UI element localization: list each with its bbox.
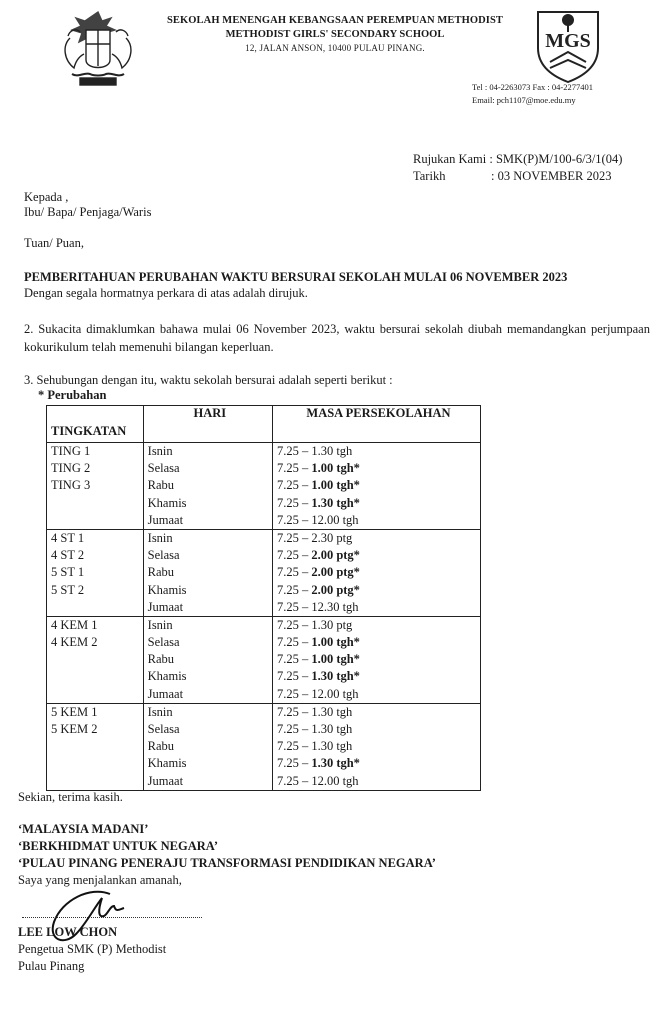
school-time — [277, 530, 480, 547]
school-time — [277, 755, 480, 772]
day-name: Jumaat — [147, 512, 184, 527]
school-time — [277, 443, 480, 460]
school-time — [277, 721, 480, 738]
day-name: Rabu — [147, 478, 175, 493]
time-end: 1.30 tgh — [311, 722, 353, 736]
school-time — [277, 651, 480, 668]
signatory-name: LEE LOW CHON — [18, 925, 118, 939]
time-start: 7.25 – — [276, 756, 312, 771]
time-end: 1.30 tgh* — [311, 756, 360, 771]
day-name: Jumaat — [147, 686, 184, 701]
time-cell — [272, 443, 480, 530]
time-end: 1.00 tgh* — [311, 635, 360, 650]
motto-1: ‘MALAYSIA MADANI’ — [18, 822, 149, 836]
closing: Sekian, terima kasih. — [18, 790, 123, 804]
change-note: * Perubahan — [38, 388, 107, 402]
school-name-english: METHODIST GIRLS' SECONDARY SCHOOL — [225, 29, 445, 40]
time-end: 1.00 tgh* — [311, 478, 360, 493]
time-end: 12.30 tgh — [311, 599, 359, 614]
paragraph-2: 2. Sukacita dimaklumkan bahawa mulai 06 November 2023, waktu bersurai sekolah diubah memandangkan perjumpaan kokurikulum telah memenuhi bilangan keperluan. — [24, 322, 650, 354]
time-end: 1.30 tgh — [311, 704, 353, 719]
header-masa: MASA PERSEKOLAHAN — [272, 406, 480, 443]
day-name: Selasa — [147, 548, 180, 563]
school-name-malay: SEKOLAH MENENGAH KEBANGSAAN PEREMPUAN METHODIST — [166, 15, 504, 26]
time-start: 7.25 – — [276, 461, 312, 476]
day-name: Isnin — [147, 704, 173, 719]
day-name: Khamis — [147, 756, 187, 771]
class-name: 5 KEM 2 — [51, 722, 98, 736]
school-time — [277, 477, 480, 494]
time-start: 7.25 – — [276, 582, 312, 597]
date-value: : 03 NOVEMBER 2023 — [491, 169, 612, 183]
paragraph-3: 3. Sehubungan dengan itu, waktu sekolah bersurai adalah seperti berikut : — [24, 373, 393, 387]
letter-subject: PEMBERITAHUAN PERUBAHAN WAKTU BERSURAI SEKOLAH MULAI 06 NOVEMBER 2023 — [24, 270, 568, 284]
signature-line — [22, 917, 202, 918]
school-time — [277, 773, 480, 790]
time-start: 7.25 – — [276, 565, 312, 580]
table-row — [47, 616, 481, 703]
day-name: Rabu — [147, 739, 175, 754]
class-name: 4 ST 2 — [51, 548, 85, 563]
time-start: 7.25 – — [276, 652, 312, 667]
salutation: Tuan/ Puan, — [24, 236, 84, 250]
sign-off: Saya yang menjalankan amanah, — [18, 873, 182, 887]
time-end: 1.00 tgh* — [311, 461, 360, 476]
time-end: 12.00 tgh — [311, 773, 359, 788]
day-name: Selasa — [147, 635, 180, 650]
day-name: Jumaat — [147, 599, 184, 614]
signatory-location: Pulau Pinang — [18, 959, 85, 973]
day-name: Khamis — [147, 582, 187, 597]
reference-number: Rujukan Kami : SMK(P)M/100-6/3/1(04) — [413, 152, 623, 166]
time-start: 7.25 – — [276, 548, 312, 563]
time-end: 1.30 tgh* — [311, 669, 360, 684]
time-end: 1.30 tgh — [311, 444, 353, 458]
day-cell — [143, 443, 272, 530]
time-cell — [272, 616, 480, 703]
school-time — [277, 599, 480, 616]
day-cell — [143, 529, 272, 616]
signatory-title: Pengetua SMK (P) Methodist — [18, 942, 167, 956]
day-name: Rabu — [147, 652, 175, 667]
time-end: 12.00 tgh — [311, 512, 359, 527]
day-name: Isnin — [147, 617, 173, 632]
class-name: 4 KEM 2 — [51, 635, 98, 650]
timetable — [46, 405, 481, 791]
time-end: 1.30 tgh* — [311, 495, 360, 510]
class-name: TING 2 — [51, 461, 91, 476]
class-name: 5 ST 2 — [51, 582, 85, 597]
day-name: Isnin — [147, 444, 173, 458]
time-cell — [272, 703, 480, 790]
time-end: 1.30 ptg — [311, 617, 353, 632]
day-name: Khamis — [147, 495, 187, 510]
day-name: Rabu — [147, 565, 175, 580]
time-start: 7.25 – — [276, 635, 312, 650]
recipient-line-2: Ibu/ Bapa/ Penjaga/Waris — [24, 205, 152, 219]
table-row — [47, 443, 481, 530]
school-time — [277, 738, 480, 755]
day-cell — [143, 616, 272, 703]
malaysia-crest-icon — [56, 8, 140, 94]
class-cell — [47, 616, 144, 703]
motto-3: ‘PULAU PINANG PENERAJU TRANSFORMASI PENDIDIKAN NEGARA’ — [18, 856, 436, 870]
class-name: 4 KEM 1 — [51, 617, 98, 632]
class-name: 5 KEM 1 — [51, 704, 98, 719]
time-end: 1.00 tgh* — [311, 652, 360, 667]
date-label: Tarikh — [413, 169, 446, 183]
time-end: 2.00 ptg* — [311, 582, 360, 597]
school-address: 12, JALAN ANSON, 10400 PULAU PINANG. — [245, 43, 425, 53]
contact-email: Email: pch1107@moe.edu.my — [472, 95, 576, 105]
class-cell — [47, 529, 144, 616]
time-end: 2.00 ptg* — [311, 548, 360, 563]
header-tingkatan: TINGKATAN — [47, 406, 144, 443]
school-logo-text: MGS — [545, 30, 591, 52]
time-start: 7.25 – — [276, 444, 312, 458]
class-name: TING 1 — [51, 444, 91, 458]
school-time — [277, 668, 480, 685]
recipient-line-1: Kepada , — [24, 190, 69, 204]
time-start: 7.25 – — [276, 722, 312, 736]
time-end: 2.00 ptg* — [311, 565, 360, 580]
school-time — [277, 564, 480, 581]
time-start: 7.25 – — [276, 599, 312, 614]
time-end: 2.30 ptg — [311, 530, 353, 545]
motto-2: ‘BERKHIDMAT UNTUK NEGARA’ — [18, 839, 219, 853]
table-header-row — [47, 406, 481, 443]
class-name: TING 3 — [51, 478, 91, 493]
time-start: 7.25 – — [276, 512, 312, 527]
school-time — [277, 582, 480, 599]
day-name: Isnin — [147, 530, 173, 545]
table-row — [47, 529, 481, 616]
school-time — [277, 495, 480, 512]
time-start: 7.25 – — [276, 495, 312, 510]
school-time — [277, 617, 480, 634]
table-row — [47, 703, 481, 790]
time-start: 7.25 – — [276, 478, 312, 493]
time-start: 7.25 – — [276, 530, 312, 545]
time-end: 12.00 tgh — [311, 686, 359, 701]
day-cell — [143, 703, 272, 790]
header-hari: HARI — [143, 406, 272, 443]
intro-paragraph: Dengan segala hormatnya perkara di atas adalah dirujuk. — [24, 286, 308, 300]
day-name: Khamis — [147, 669, 187, 684]
school-time — [277, 460, 480, 477]
school-time — [277, 704, 480, 721]
time-start: 7.25 – — [276, 617, 312, 632]
school-logo-icon — [530, 6, 606, 84]
time-start: 7.25 – — [276, 669, 312, 684]
time-start: 7.25 – — [276, 773, 312, 788]
school-time — [277, 634, 480, 651]
school-time — [277, 512, 480, 529]
day-name: Selasa — [147, 461, 180, 476]
class-cell — [47, 443, 144, 530]
contact-tel-fax: Tel : 04-2263073 Fax : 04-2277401 — [472, 82, 593, 92]
time-start: 7.25 – — [276, 739, 312, 754]
class-name: 4 ST 1 — [51, 530, 85, 545]
time-start: 7.25 – — [276, 686, 312, 701]
time-cell — [272, 529, 480, 616]
day-name: Selasa — [147, 722, 180, 736]
school-time — [277, 547, 480, 564]
time-start: 7.25 – — [276, 704, 312, 719]
day-name: Jumaat — [147, 773, 184, 788]
time-end: 1.30 tgh — [311, 739, 353, 754]
school-time — [277, 686, 480, 703]
class-name: 5 ST 1 — [51, 565, 85, 580]
class-cell — [47, 703, 144, 790]
